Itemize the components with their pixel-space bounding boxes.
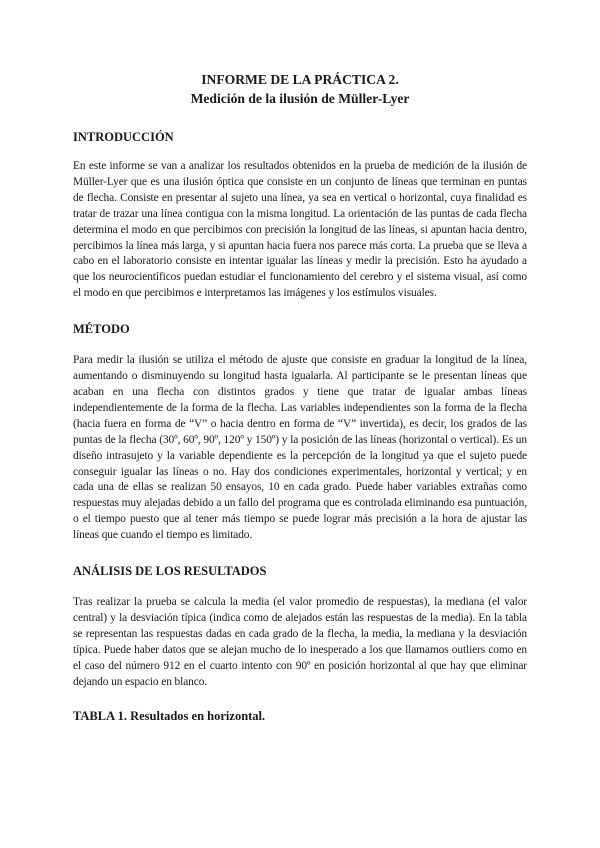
document-title: INFORME DE LA PRÁCTICA 2. bbox=[201, 72, 399, 87]
section-body-analisis: Tras realizar la prueba se calcula la media (el valor promedio de respuestas), la mediana (el valor central) y la desviación típica (indica como de alejados están las respuestas de la media). En la tabla se representan las respuestas dadas en cada grado de la flecha, la media, la mediana y la desviación típica. Puede haber datos que se alejan mucho de lo inesperado a los que llamamos outliers como en el caso del número 912 en el cuarto intento con 90º en posición horizontal al que hay que eliminar dejando un espacio en blanco. bbox=[73, 596, 527, 688]
section-heading-introduccion: INTRODUCCIÓN bbox=[73, 130, 174, 144]
section-heading-metodo: MÉTODO bbox=[73, 322, 130, 337]
section-body-metodo: Para medir la ilusión se utiliza el método de ajuste que consiste en graduar la longitud de la línea, aumentando o disminuyendo su longitud hasta igualarla. Al participante se le presentan líneas que acaban en una flecha con distintos grados y tiene que tratar de igualar ambas líneas independientemente de la forma de la flecha. Las variables independientes son la forma de la flecha (hacia fuera en forma de “V” o hacia dentro en forma de “V” invertida), es decir, los grados de las puntas de la flecha (30º, 60º, 90º, 120º y 150º) y la posición de las líneas (horizontal o vertical). Es un diseño intrasujeto y la variable dependiente es la percepción de la longitud ya que el sujeto puede conseguir igualar las líneas o no. Hay dos condiciones experimentales, horizontal y vertical; y en cada una de ellas se realizan 50 ensayos, 10 en cada grado. Puede haber variables extrañas como respuestas muy alejadas debido a un fallo del programa que es controlada eliminando esa puntuación, o el tiempo puesto que al tener más tiempo se puede lograr más precisión a la hora de ajustar las líneas que cuando el tiempo es limitado. bbox=[73, 354, 527, 542]
section-body-introduccion: En este informe se van a analizar los resultados obtenidos en la prueba de medición de la ilusión de Müller-Lyer que es una ilusión óptica que consiste en un conjunto de líneas que terminan en puntas de flecha. Consiste en presentar al sujeto una línea, ya sea en vertical o horizontal, cuya finalidad es tratar de trazar una línea contigua con la misma longitud. La orientación de las puntas de cada flecha determina el modo en que percibimos con precisión la longitud de las líneas, si apuntan hacia dentro, percibimos la línea más larga, y si apuntan hacia fuera nos parece más corta. La prueba que se lleva a cabo en el laboratorio consiste en intentar igualar las líneas y medir la precisión. Esto ha ayudado a que los neurocientíficos puedan estudiar el funcionamiento del cerebro y el sistema visual, así como el modo en que percibimos e interpretamos las imágenes y los estímulos visuales. bbox=[73, 160, 527, 300]
table-caption: TABLA 1. Resultados en horizontal. bbox=[73, 709, 266, 724]
document-subtitle: Medición de la ilusión de Müller-Lyer bbox=[190, 91, 410, 106]
section-heading-analisis: ANÁLISIS DE LOS RESULTADOS bbox=[73, 564, 267, 579]
